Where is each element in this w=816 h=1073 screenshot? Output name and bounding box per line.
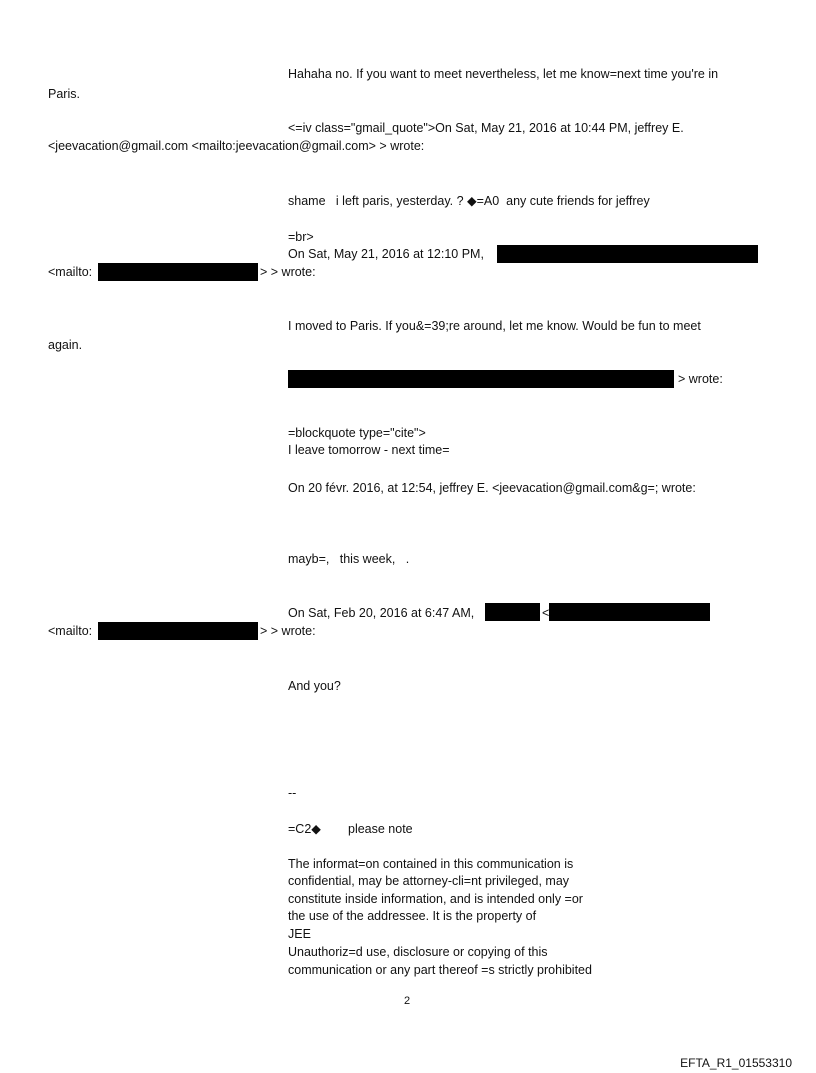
redaction-block bbox=[98, 263, 258, 281]
document-id: EFTA_R1_01553310 bbox=[680, 1056, 792, 1070]
text-line: Hahaha no. If you want to meet nevertheless, let me know=next time you're in bbox=[288, 67, 719, 81]
redaction-block bbox=[98, 622, 258, 640]
text-line: confidential, may be attorney-cli=nt privileged, may bbox=[288, 874, 570, 888]
text-line: I leave tomorrow - next time= bbox=[288, 443, 450, 457]
text-line: =br> bbox=[288, 230, 314, 244]
text-line: On 20 févr. 2016, at 12:54, jeffrey E. <jeevacation@gmail.com&g=; wrote: bbox=[288, 481, 696, 495]
text-line: On Sat, May 21, 2016 at 12:10 PM, bbox=[288, 247, 484, 261]
text-line: On Sat, Feb 20, 2016 at 6:47 AM, bbox=[288, 606, 475, 620]
text-line: And you? bbox=[288, 679, 341, 693]
redaction-block bbox=[497, 245, 758, 263]
text-line: > > wrote: bbox=[260, 624, 316, 638]
text-line: Unauthoriz=d use, disclosure or copying of this bbox=[288, 945, 548, 959]
text-line: > wrote: bbox=[678, 372, 723, 386]
text-line: <=iv class="gmail_quote">On Sat, May 21, 2016 at 10:44 PM, jeffrey E. bbox=[288, 121, 684, 135]
text-line: mayb=, this week, . bbox=[288, 552, 410, 566]
text-line: =blockquote type="cite"> bbox=[288, 426, 426, 440]
text-line: Paris. bbox=[48, 87, 80, 101]
redaction-block bbox=[549, 603, 710, 621]
text-line: shame i left paris, yesterday. ? ◆=A0 any cute friends for jeffrey bbox=[288, 194, 650, 208]
text-line: please note bbox=[348, 822, 413, 836]
page-number: 2 bbox=[404, 995, 411, 1007]
text-line: -- bbox=[288, 786, 297, 800]
redaction-block bbox=[485, 603, 540, 621]
text-line: constitute inside information, and is intended only =or bbox=[288, 892, 583, 906]
text-line: The informat=on contained in this communication is bbox=[288, 857, 574, 871]
text-line: <jeevacation@gmail.com <mailto:jeevacation@gmail.com> > wrote: bbox=[48, 139, 425, 153]
text-line: <mailto: bbox=[48, 265, 93, 279]
redaction-block bbox=[288, 370, 674, 388]
text-line: > > wrote: bbox=[260, 265, 316, 279]
text-line: <mailto: bbox=[48, 624, 93, 638]
text-line: < bbox=[542, 606, 550, 620]
text-line: the use of the addressee. It is the property of bbox=[288, 909, 537, 923]
text-line: again. bbox=[48, 338, 83, 352]
text-line: JEE bbox=[288, 927, 311, 941]
text-line: I moved to Paris. If you&=39;re around, let me know. Would be fun to meet bbox=[288, 319, 701, 333]
text-line: communication or any part thereof =s strictly prohibited bbox=[288, 963, 592, 977]
text-line: =C2◆ bbox=[288, 822, 321, 836]
